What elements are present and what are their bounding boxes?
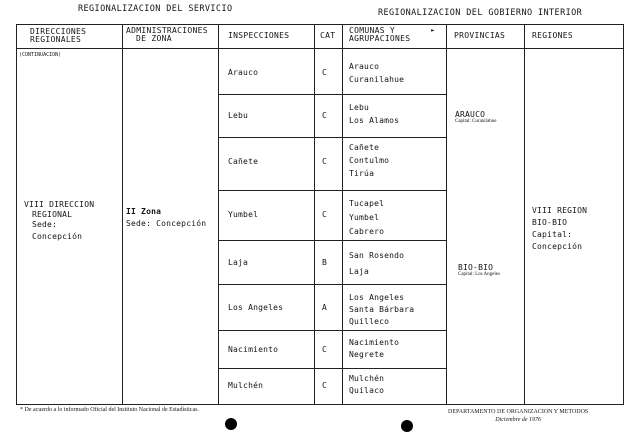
comunas-mulchen: Mulchén Quilaco: [349, 374, 385, 395]
comunas-canete: Cañete Contulmo Tirúa: [349, 143, 390, 178]
header-inspecciones: INSPECCIONES: [228, 31, 290, 40]
inspeccion-arauco: Arauco: [228, 68, 259, 77]
government-regionalization-title: REGIONALIZACION DEL GOBIERNO INTERIOR: [378, 8, 583, 18]
inspeccion-yumbel: Yumbel: [228, 210, 259, 219]
direccion-regional: VIII DIRECCION REGIONAL Sede: Concepción: [24, 200, 95, 241]
cat-mulchen: C: [322, 381, 328, 390]
inspeccion-laja: Laja: [228, 258, 249, 267]
cat-los-angeles: A: [322, 303, 328, 312]
comunas-nacimiento: Nacimiento Negrete: [349, 338, 400, 359]
cat-canete: C: [322, 157, 328, 166]
inspeccion-lebu: Lebu: [228, 111, 249, 120]
inspeccion-canete: Cañete: [228, 157, 259, 166]
inspeccion-nacimiento: Nacimiento: [228, 345, 279, 354]
cat-yumbel: C: [322, 210, 328, 219]
header-provincias: PROVINCIAS: [454, 31, 506, 40]
provincia-bio-bio: BIO-BIO Capital: Los Angeles: [458, 263, 500, 277]
department-footer: DEPARTAMENTO DE ORGANIZACION Y METODOS Diciembre de 1976: [448, 409, 589, 423]
cat-lebu: C: [322, 111, 328, 120]
inspeccion-mulchen: Mulchén: [228, 381, 264, 390]
continuation-note: (CONTINUACION): [19, 52, 62, 58]
inspeccion-los-angeles: Los Angeles: [228, 303, 284, 312]
cat-arauco: C: [322, 68, 328, 77]
cat-nacimiento: C: [322, 345, 328, 354]
comunas-arauco: Arauco Curanilahue: [349, 62, 405, 84]
header-comunas: COMUNAS Y AGRUPACIONES: [349, 26, 411, 43]
comunas-los-angeles: Los Angeles Santa Bárbara Quilleco: [349, 293, 415, 326]
header-administraciones: ADMINISTRACIONES DE ZONA: [126, 26, 208, 43]
punch-hole-left: [225, 418, 237, 430]
service-regionalization-title: REGIONALIZACION DEL SERVICIO: [78, 4, 233, 14]
header-direcciones: DIRECCIONES REGIONALES: [30, 27, 87, 44]
comunas-yumbel: Tucapel Yumbel Cabrero: [349, 199, 385, 236]
region-bio-bio: VIII REGION BIO-BIO Capital: Concepción: [532, 206, 588, 251]
punch-hole-right: [401, 420, 413, 432]
header-regiones: REGIONES: [532, 31, 573, 40]
comunas-laja: San Rosendo Laja: [349, 251, 405, 276]
administracion-zona: II Zona Sede: Concepción: [126, 207, 207, 228]
arrow-right-icon: ►: [431, 27, 435, 34]
provincia-arauco: ARAUCO Capital: Curanilahue: [455, 110, 497, 124]
header-cat: CAT: [320, 31, 336, 40]
comunas-lebu: Lebu Los Alamos: [349, 103, 400, 125]
footnote: * De acuerdo a lo informado Oficial del Instituto Nacional de Estadísticas.: [20, 407, 199, 413]
cat-laja: B: [322, 258, 328, 267]
